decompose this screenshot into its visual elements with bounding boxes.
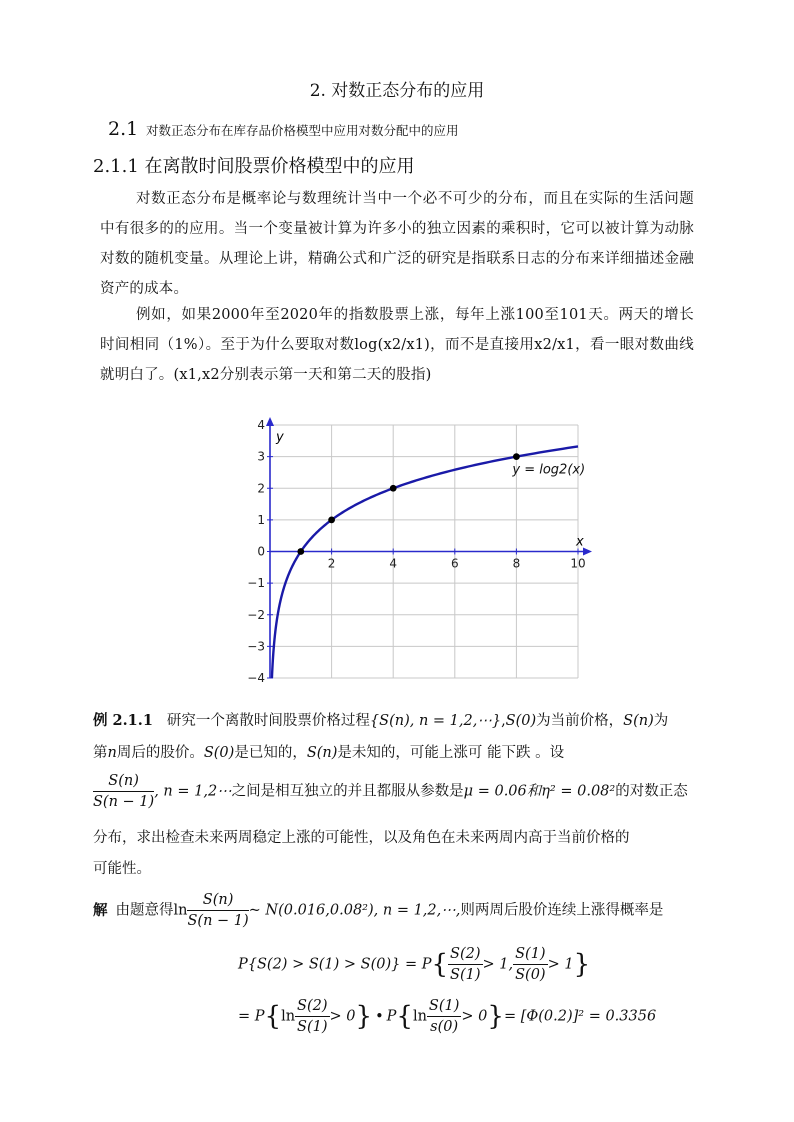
example-label: 例 2.1.1 bbox=[93, 712, 153, 729]
y-tick-label: −1 bbox=[247, 576, 265, 591]
y-tick-label: 1 bbox=[257, 512, 265, 527]
chart-point bbox=[513, 453, 520, 460]
fraction-denominator: S(n − 1) bbox=[187, 913, 249, 929]
example-text: 为当前价格， bbox=[536, 713, 624, 729]
equation-fraction bbox=[295, 996, 329, 1037]
example-text: 是未知的，可能上涨可 能下跌 。设 bbox=[337, 745, 565, 761]
x-tick-label: 6 bbox=[450, 556, 459, 571]
section-title: 对数正态分布在库存品价格模型中应用对数分配中的应用 bbox=[146, 123, 459, 138]
equation-part: > 1, bbox=[482, 956, 514, 973]
example-text: 是已知的， bbox=[234, 745, 307, 761]
log2-chart bbox=[238, 414, 596, 686]
chart-point bbox=[297, 548, 304, 555]
equation-fraction bbox=[513, 944, 547, 985]
solution-math: ~ N(0.016,0.08²), n = 1,2,⋯, bbox=[248, 902, 461, 919]
equation-part: = [Φ(0.2)]² = 0.3356 bbox=[503, 1008, 657, 1025]
fraction-numerator: S(2) bbox=[295, 996, 329, 1017]
y-tick-label: 3 bbox=[257, 449, 265, 464]
solution-text: 则两周后股价连续上涨得概率是 bbox=[460, 902, 664, 919]
solution-text: 由题意得 bbox=[115, 902, 174, 919]
example-text: 第 bbox=[93, 745, 108, 761]
y-tick-label: 2 bbox=[257, 481, 265, 496]
chart-points bbox=[297, 453, 519, 555]
x-tick-label: 8 bbox=[512, 556, 521, 571]
paragraph-example: 例如，如果2000年至2020年的指数股票上涨，每年上涨100至101天。两天的增长时间相同（1%）。至于为什么要取对数log(x2/x1)，而不是直接用x2/x1，看一眼对数曲线就明白了。(x1,x2分别表示第一天和第二天的股指) bbox=[100, 307, 694, 383]
y-tick-label: −2 bbox=[247, 607, 265, 622]
equation-part: > 0 bbox=[461, 1008, 488, 1025]
example-math: , n = 1,2⋯ bbox=[154, 783, 232, 800]
example-text: 的对数正态 bbox=[615, 783, 688, 800]
y-tick-label: −3 bbox=[247, 639, 265, 654]
fraction-denominator: S(0) bbox=[515, 967, 546, 983]
chart-x-axis-label: x bbox=[576, 534, 584, 550]
chart-annotation: y = log2(x) bbox=[512, 462, 586, 478]
example-text: 研究一个离散时间股票价格过程 bbox=[166, 713, 370, 729]
fraction-numerator: S(1) bbox=[513, 944, 547, 965]
equation-part: > 0 bbox=[329, 1008, 356, 1025]
example-fraction bbox=[93, 771, 154, 812]
equation-part: • bbox=[375, 1008, 384, 1025]
example-math: μ = 0.06和η² = 0.08² bbox=[463, 783, 616, 800]
fraction-denominator: S(1) bbox=[297, 1019, 328, 1035]
x-tick-label: 10 bbox=[570, 556, 586, 571]
section-number: 2.1 bbox=[108, 118, 139, 140]
equation-1: P{S(2) > S(1) > S(0)} = P{ $\frac{S(2)}{S(1)}$ > 1, $\frac{S(1)}{S(0)}$ > 1} bbox=[238, 946, 591, 983]
fraction-denominator: S(1) bbox=[450, 967, 481, 983]
fraction-numerator: S(n) bbox=[187, 890, 248, 911]
equation-fraction bbox=[427, 996, 461, 1037]
chart-point bbox=[390, 485, 397, 492]
chart-point bbox=[328, 516, 335, 523]
solution-label: 解 bbox=[93, 901, 108, 919]
equation-part: P{S(2) > S(1) > S(0)} = P bbox=[238, 956, 432, 973]
example-math: S(0) bbox=[505, 713, 537, 729]
example-math: {S(n), n = 1,2,⋯} bbox=[369, 713, 502, 729]
fraction-denominator: S(n − 1) bbox=[93, 794, 155, 810]
example-line-4: 分布，求出检查未来两周稳定上涨的可能性，以及角色在未来两周内高于当前价格的 bbox=[93, 830, 630, 846]
subsection-title: 2.1.1 在离散时间股票价格模型中的应用 bbox=[93, 156, 415, 177]
fraction-denominator: s(0) bbox=[430, 1019, 459, 1035]
solution-fraction bbox=[187, 890, 248, 931]
equation-part: P bbox=[386, 1008, 397, 1025]
example-math: S(n) bbox=[623, 713, 654, 729]
example-text: 为 bbox=[653, 713, 669, 729]
fraction-numerator: S(1) bbox=[427, 996, 461, 1017]
equation-part: = P bbox=[238, 1008, 265, 1025]
y-tick-label: 4 bbox=[257, 418, 265, 432]
fraction-numerator: S(2) bbox=[448, 944, 482, 965]
x-tick-label: 2 bbox=[327, 556, 336, 571]
example-text: 周后的股价。 bbox=[116, 745, 204, 761]
example-math: S(n) bbox=[306, 745, 338, 761]
page-title: 2. 对数正态分布的应用 bbox=[309, 81, 485, 101]
paragraph-intro: 对数正态分布是概率论与数理统计当中一个必不可少的分布，而且在实际的生活问题中有很多的的应用。当一个变量被计算为许多小的独立因素的乘积时，它可以被计算为动脉对数的随机变量。从理论上讲，精确公式和广泛的研究是指联系日志的分布来详细描述金融资产的成本。 bbox=[100, 191, 694, 297]
fraction-numerator: S(n) bbox=[93, 771, 154, 792]
example-line-2 bbox=[93, 741, 564, 762]
equation-part: > 1 bbox=[547, 956, 574, 973]
x-axis-arrow bbox=[583, 548, 592, 556]
example-line-3 bbox=[93, 771, 688, 812]
y-tick-label: −4 bbox=[247, 671, 265, 685]
chart-y-axis-label: y bbox=[276, 430, 284, 445]
example-line-1 bbox=[93, 709, 668, 730]
solution-math: ln bbox=[173, 902, 188, 919]
solution-line bbox=[93, 890, 663, 931]
example-math: S(0) bbox=[203, 745, 235, 761]
chart-series-line bbox=[272, 446, 578, 678]
x-tick-label: 4 bbox=[389, 556, 398, 571]
example-math: n bbox=[107, 745, 117, 761]
equation-2: = P{ln $\frac{S(2)}{S(1)}$ > 0} • P{ln $\frac{S(1)}{s(0)}$ > 0}= [Φ(0.2)]² = 0.3356 bbox=[238, 998, 657, 1035]
y-tick-label: 0 bbox=[257, 544, 265, 559]
example-text: 之间是相互独立的并且都服从参数是 bbox=[231, 783, 464, 800]
equation-fraction bbox=[448, 944, 482, 985]
example-line-5: 可能性。 bbox=[93, 861, 151, 877]
example-text: , bbox=[501, 713, 506, 729]
